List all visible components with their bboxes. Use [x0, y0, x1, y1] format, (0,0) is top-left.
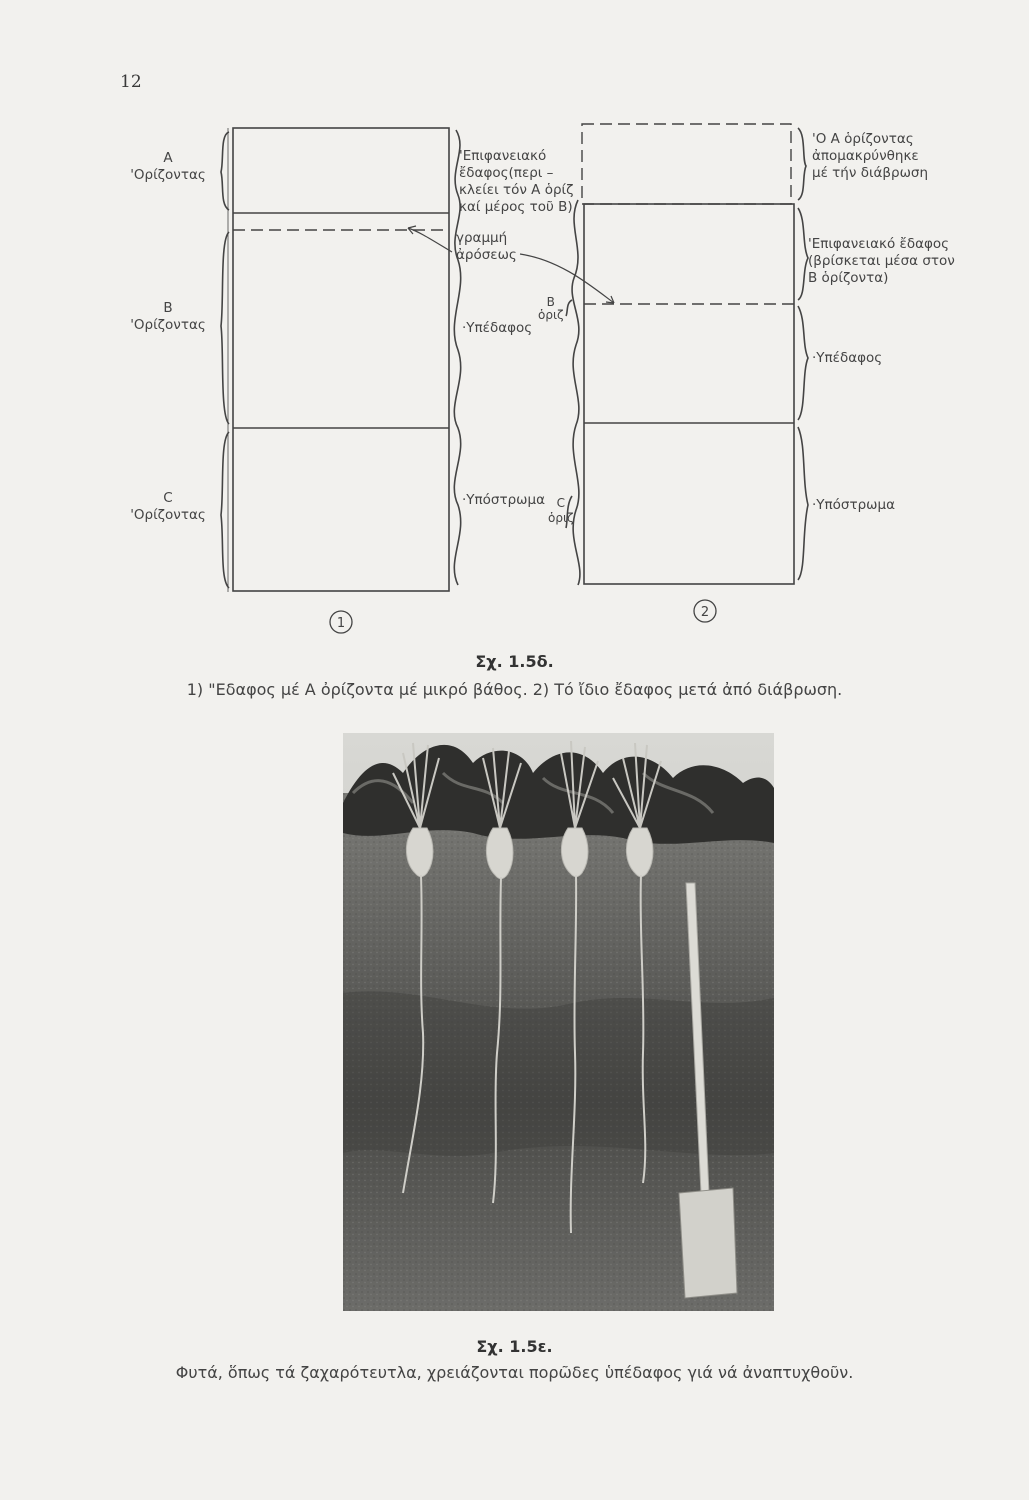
subsoil-label-2: ·Υπέδαφος: [812, 350, 883, 366]
removed-horizon-note: 'Ο Α ὁρίζοντας ἀπομακρύνθηκε μέ τήν διάβρωση: [812, 131, 929, 181]
horizon-c-label: C 'Ορίζοντας: [130, 490, 206, 523]
plow-line-note: γραμμή ἀρόσεως: [456, 230, 517, 263]
substratum-label-1: ·Υπόστρωμα: [462, 492, 545, 508]
figure-1-5d-caption-title: Σχ. 1.5δ.: [475, 652, 554, 671]
sugar-beet-photo: [343, 733, 774, 1311]
profile-1-box: [233, 128, 449, 591]
substratum-label-2: ·Υπόστρωμα: [812, 497, 895, 513]
horizon-a-label: A 'Ορίζοντας: [130, 150, 206, 183]
figure-number-1: 1: [336, 616, 346, 631]
c-horizon-label-2: C ὁριζ: [548, 496, 574, 525]
figure-1-5e-caption-title: Σχ. 1.5ε.: [476, 1337, 553, 1356]
b-horizon-label-2: B ὁριζ: [538, 295, 564, 322]
horizon-b-label: B 'Ορίζοντας: [130, 300, 206, 333]
figure-number-2: 2: [700, 605, 710, 620]
figure-1-5e-caption-text: Φυτά, ὅπως τά ζαχαρότευτλα, χρειάζονται πορῶδες ὑπέδαφος γιά νά ἀναπτυχθοῦν.: [175, 1363, 854, 1382]
topsoil-note: 'Επιφανειακό ἔδαφος(περι – κλείει τόν Α ὁρίζ καί μέρος τοῦ Β): [459, 148, 574, 215]
subsoil-label-1: ·Υπέδαφος: [462, 320, 533, 336]
profile-2-removed: [582, 124, 791, 204]
surface-soil-note: 'Επιφανειακό ἔδαφος (βρίσκεται μέσα στον Β ὁρίζοντα): [808, 236, 955, 286]
profile-2-box: [584, 204, 794, 584]
page-number: 12: [120, 72, 142, 92]
figure-1-5d-caption-text: 1) "Εδαφος μέ Α ὀρίζοντα μέ μικρό βάθος. 2) Τό ἴδιο ἔδαφος μετά ἀπό διάβρωση.: [186, 680, 843, 699]
